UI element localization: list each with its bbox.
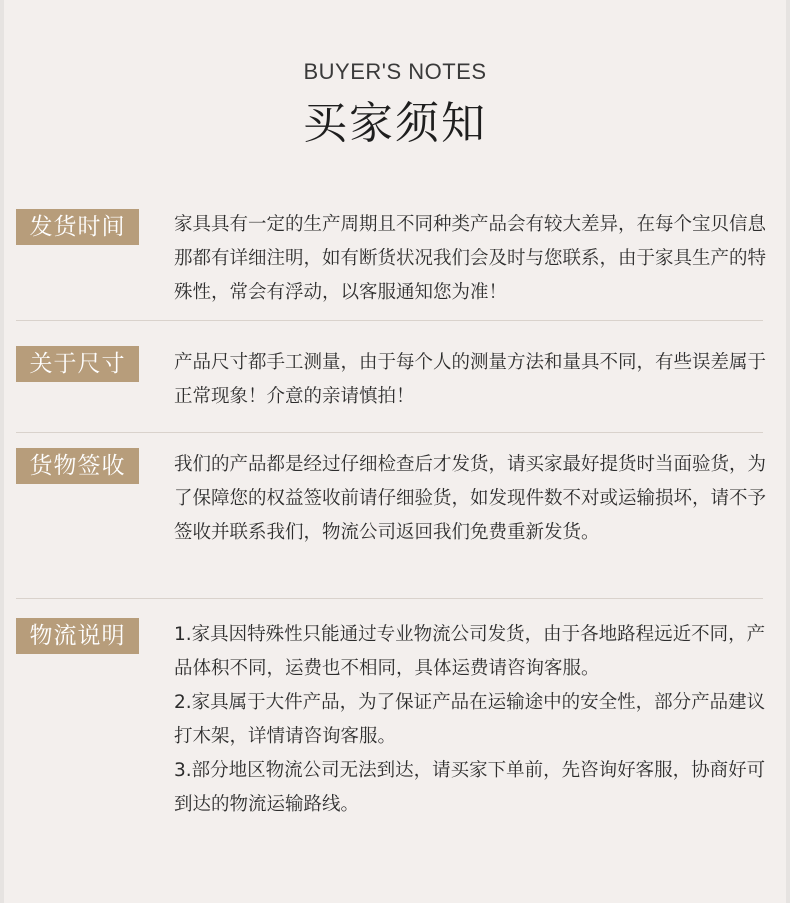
section-label-shipping-time: 发货时间 <box>16 209 139 245</box>
section-text-logistics <box>174 618 774 822</box>
section-label-size: 关于尺寸 <box>16 346 139 382</box>
paragraph: 产品尺寸都手工测量，由于每个人的测量方法和量具不同，有些误差属于正常现象！介意的亲请慎拍！ <box>174 352 767 407</box>
section-text-shipping-time <box>174 208 774 310</box>
section-text-receipt <box>174 448 774 550</box>
header-title-cn: 买家须知 <box>303 98 487 149</box>
list-item: 3.部分地区物流公司无法到达，请买家下单前，先咨询好客服，协商好可到达的物流运输路线。 <box>174 760 766 815</box>
section-label-receipt: 货物签收 <box>16 448 139 484</box>
list-item: 2.家具属于大件产品，为了保证产品在运输途中的安全性，部分产品建议打木架，详情请咨询客服。 <box>174 692 766 747</box>
paragraph: 我们的产品都是经过仔细检查后才发货，请买家最好提货时当面验货，为了保障您的权益签收前请仔细验货，如发现件数不对或运输损坏，请不予签收并联系我们，物流公司返回我们免费重新发货。 <box>174 454 767 543</box>
divider <box>16 320 763 321</box>
header-title-en: BUYER'S NOTES <box>303 59 487 84</box>
divider <box>16 598 763 599</box>
paragraph: 家具具有一定的生产周期且不同种类产品会有较大差异，在每个宝贝信息那都有详细注明，如有断货状况我们会及时与您联系，由于家具生产的特殊性，常会有浮动，以客服通知您为准！ <box>174 214 767 303</box>
divider <box>16 432 763 433</box>
page-header <box>0 58 790 152</box>
list-item: 1.家具因特殊性只能通过专业物流公司发货，由于各地路程远近不同，产品体积不同，运费也不相同，具体运费请咨询客服。 <box>174 624 766 679</box>
section-label-logistics: 物流说明 <box>16 618 139 654</box>
section-text-size <box>174 346 774 414</box>
